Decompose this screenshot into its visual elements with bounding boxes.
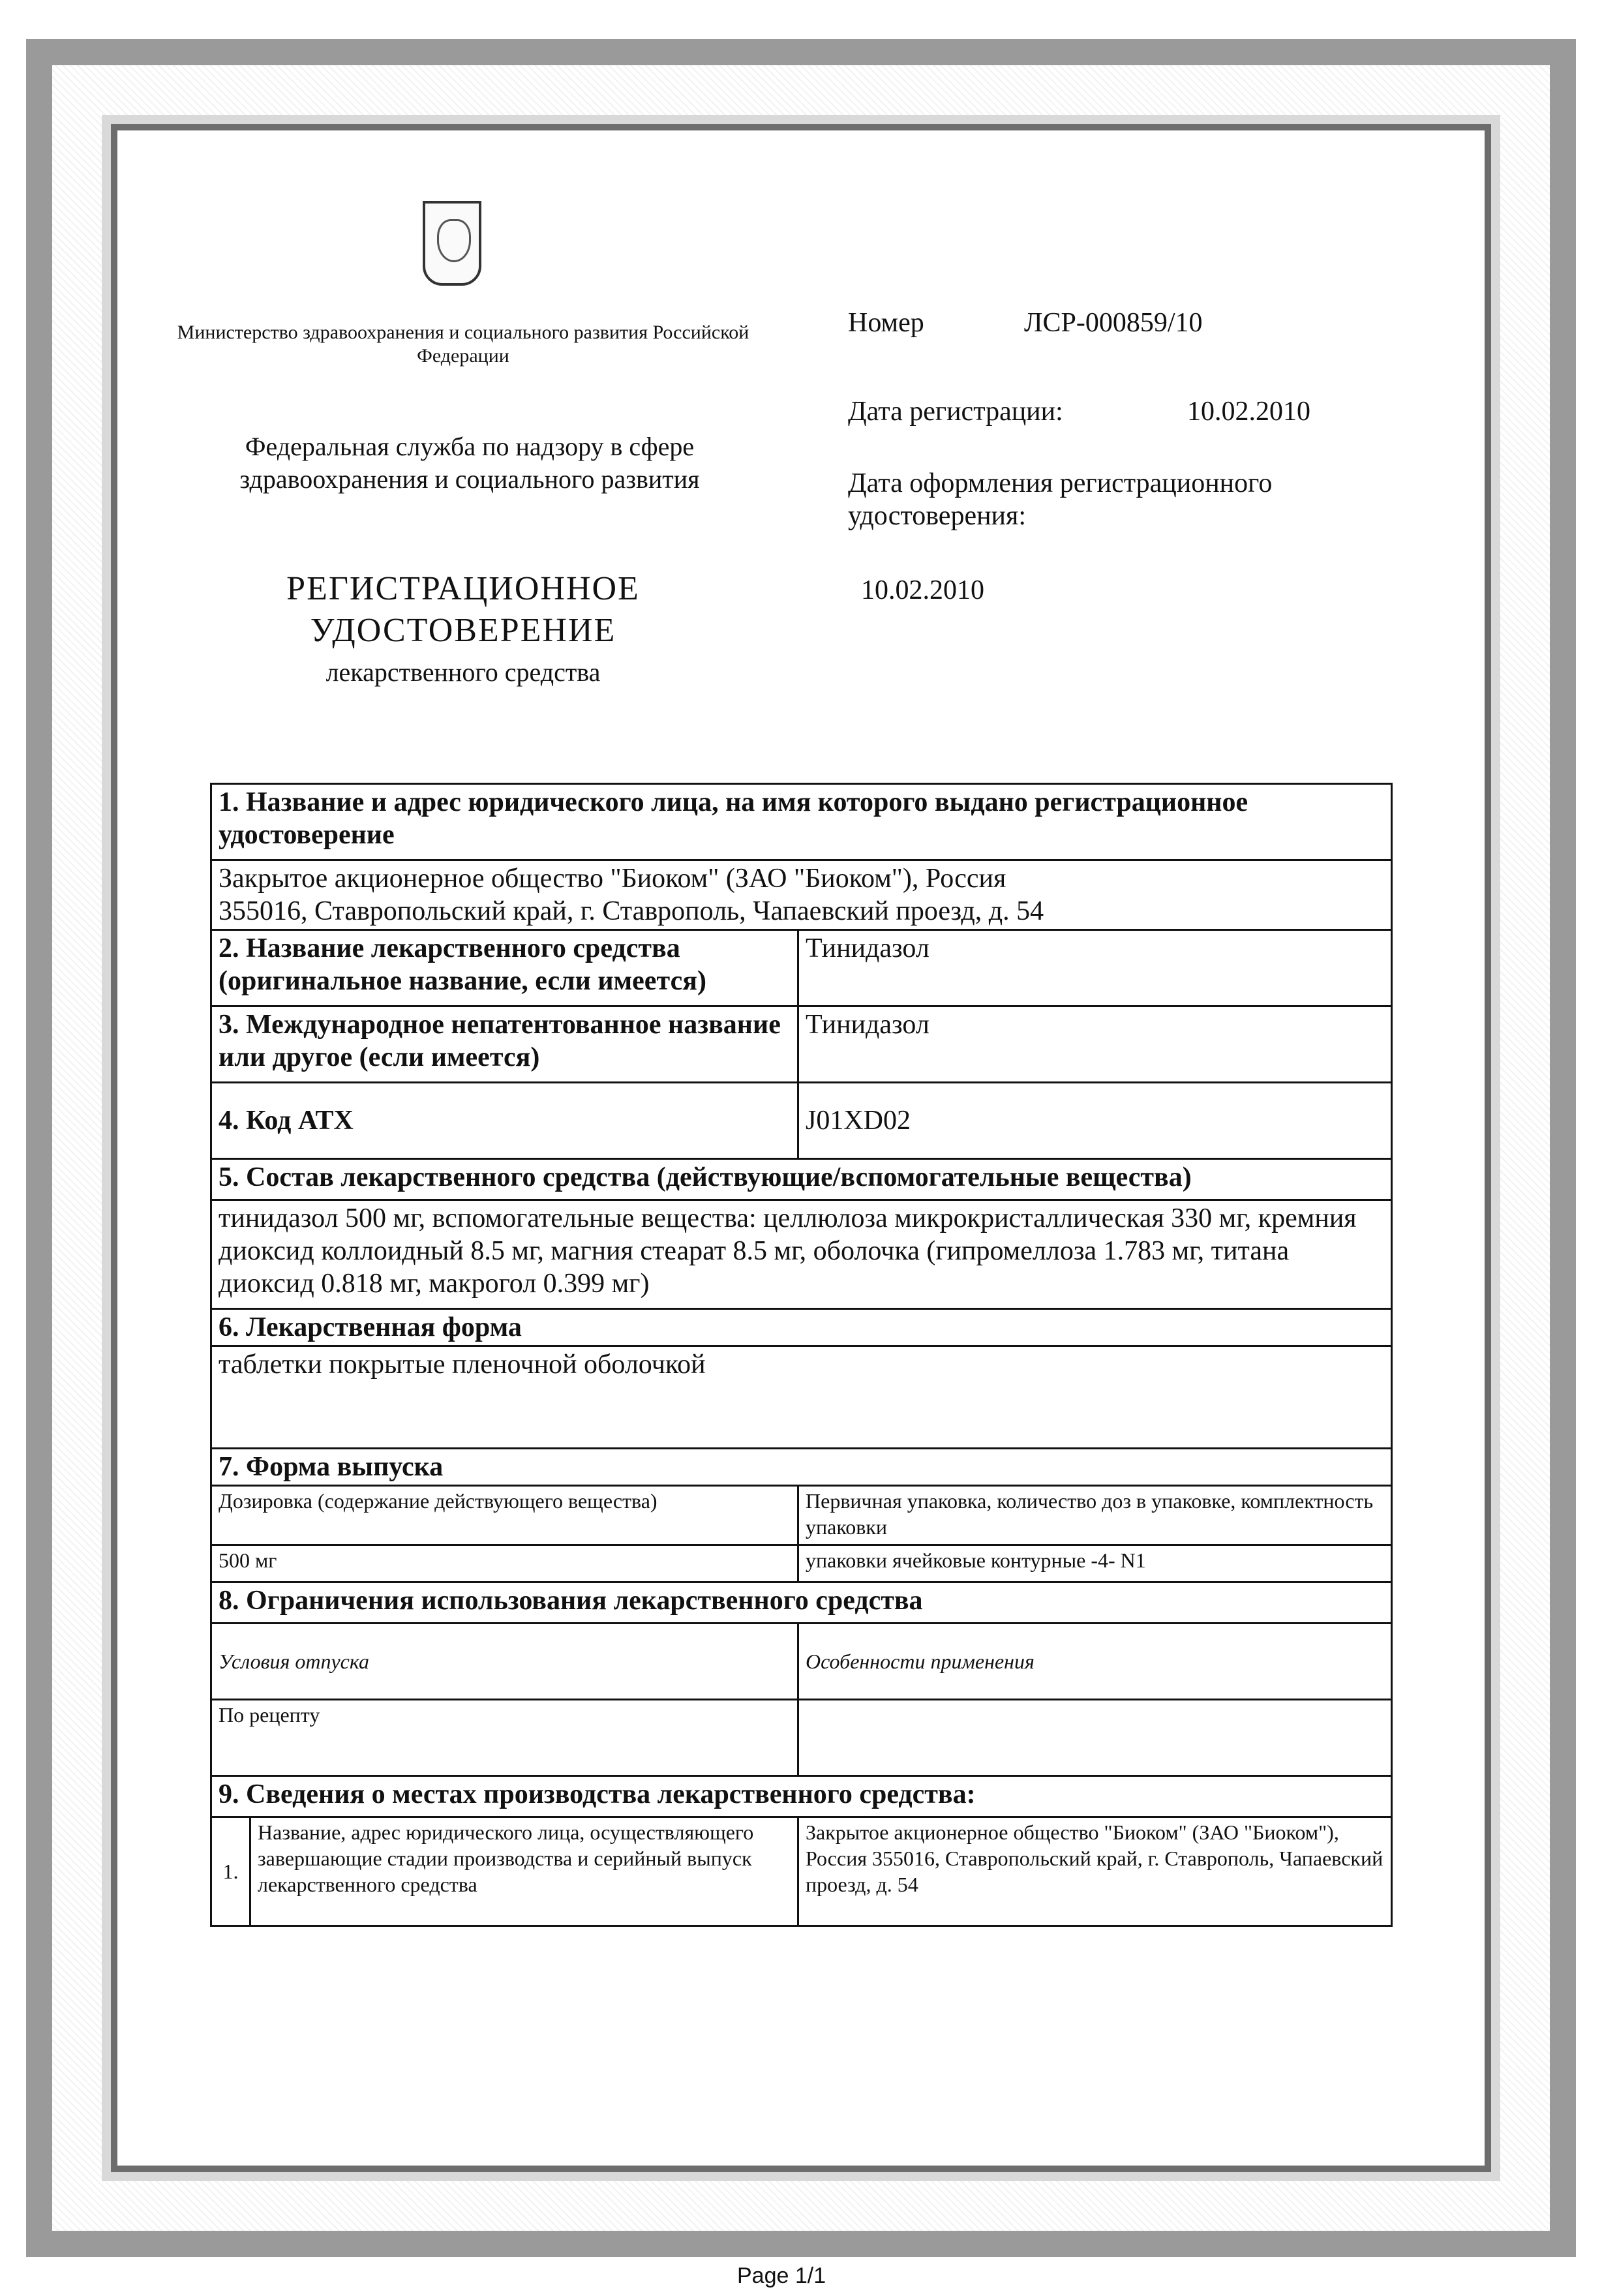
section8-dispensing-value: По рецепту [211, 1700, 798, 1776]
section1-line1: Закрытое акционерное общество "Биоком" (ЗАО "Биоком"), Россия [219, 864, 1006, 894]
section1-title: 1. Название и адрес юридического лица, на имя которого выдано регистрационное удостоверение [211, 784, 1392, 860]
section7-col-packaging: Первичная упаковка, количество доз в упаковке, комплектность упаковки [798, 1486, 1392, 1545]
section8-col-dispensing: Условия отпуска [211, 1624, 798, 1700]
reg-date-label: Дата регистрации: [848, 397, 1063, 427]
number-value: ЛСР-000859/10 [1024, 308, 1203, 338]
reg-date-value: 10.02.2010 [1187, 397, 1310, 427]
section9-value: Закрытое акционерное общество "Биоком" (ЗАО "Биоком"), Россия 355016, Ставропольский край, г. Ставрополь, Чапаевский проезд, д. 54 [798, 1817, 1392, 1926]
section8-title: 8. Ограничения использования лекарственного средства [211, 1582, 1392, 1624]
section6-title: 6. Лекарственная форма [211, 1309, 1392, 1346]
section7-pack-value: упаковки ячейковые контурные -4- N1 [798, 1545, 1392, 1582]
ministry-name: Министерство здравоохранения и социального развития Российской Федерации [177, 322, 749, 367]
section7-dose-value: 500 мг [211, 1545, 798, 1582]
issue-date-label: Дата оформления регистрационного удостоверения: [848, 468, 1273, 531]
cert-title-line1: РЕГИСТРАЦИОННОЕ [286, 570, 640, 607]
section4-value: J01XD02 [798, 1083, 1392, 1159]
section9-label: Название, адрес юридического лица, осуществляющего завершающие стадии производства и серийный выпуск лекарственного средства [250, 1817, 798, 1926]
section3-label: 3. Международное непатентованное название или другое (если имеется) [211, 1006, 798, 1083]
section7-col-dosage: Дозировка (содержание действующего вещества) [211, 1486, 798, 1545]
section2-label: 2. Название лекарственного средства (оригинальное название, если имеется) [211, 930, 798, 1006]
section9-row-number: 1. [211, 1817, 250, 1926]
section9-title: 9. Сведения о местах производства лекарственного средства: [211, 1776, 1392, 1817]
section2-value: Тинидазол [798, 930, 1392, 1006]
cert-title-line3: лекарственного средства [325, 657, 601, 687]
section8-col-features: Особенности применения [798, 1624, 1392, 1700]
section5-value: тинидазол 500 мг, вспомогательные вещества: целлюлоза микрокристаллическая 330 мг, кремния диоксид коллоидный 8.5 мг, магния стеарат 8.5 мг, оболочка (гипромеллоза 1.783 мг, титана диоксид 0.818 мг, макрогол 0.399 мг) [211, 1200, 1392, 1309]
number-label: Номер [848, 308, 924, 338]
section1-line2: 355016, Ставропольский край, г. Ставрополь, Чапаевский проезд, д. 54 [219, 896, 1044, 926]
section4-label: 4. Код АТХ [211, 1083, 798, 1159]
page-number: Page 1/1 [737, 2263, 826, 2288]
issue-date-value: 10.02.2010 [861, 575, 984, 605]
cert-title-line2: УДОСТОВЕРЕНИЕ [310, 612, 616, 649]
section1-value [211, 860, 1392, 930]
service-name: Федеральная служба по надзору в сфере здравоохранения и социального развития [239, 432, 700, 494]
section8-features-value [798, 1700, 1392, 1776]
section6-value: таблетки покрытые пленочной оболочкой [211, 1346, 1392, 1449]
coat-of-arms-icon [423, 201, 481, 286]
section3-value: Тинидазол [798, 1006, 1392, 1083]
section7-title: 7. Форма выпуска [211, 1449, 1392, 1486]
certificate-table [210, 783, 1393, 1927]
section5-title: 5. Состав лекарственного средства (действующие/вспомогательные вещества) [211, 1159, 1392, 1200]
